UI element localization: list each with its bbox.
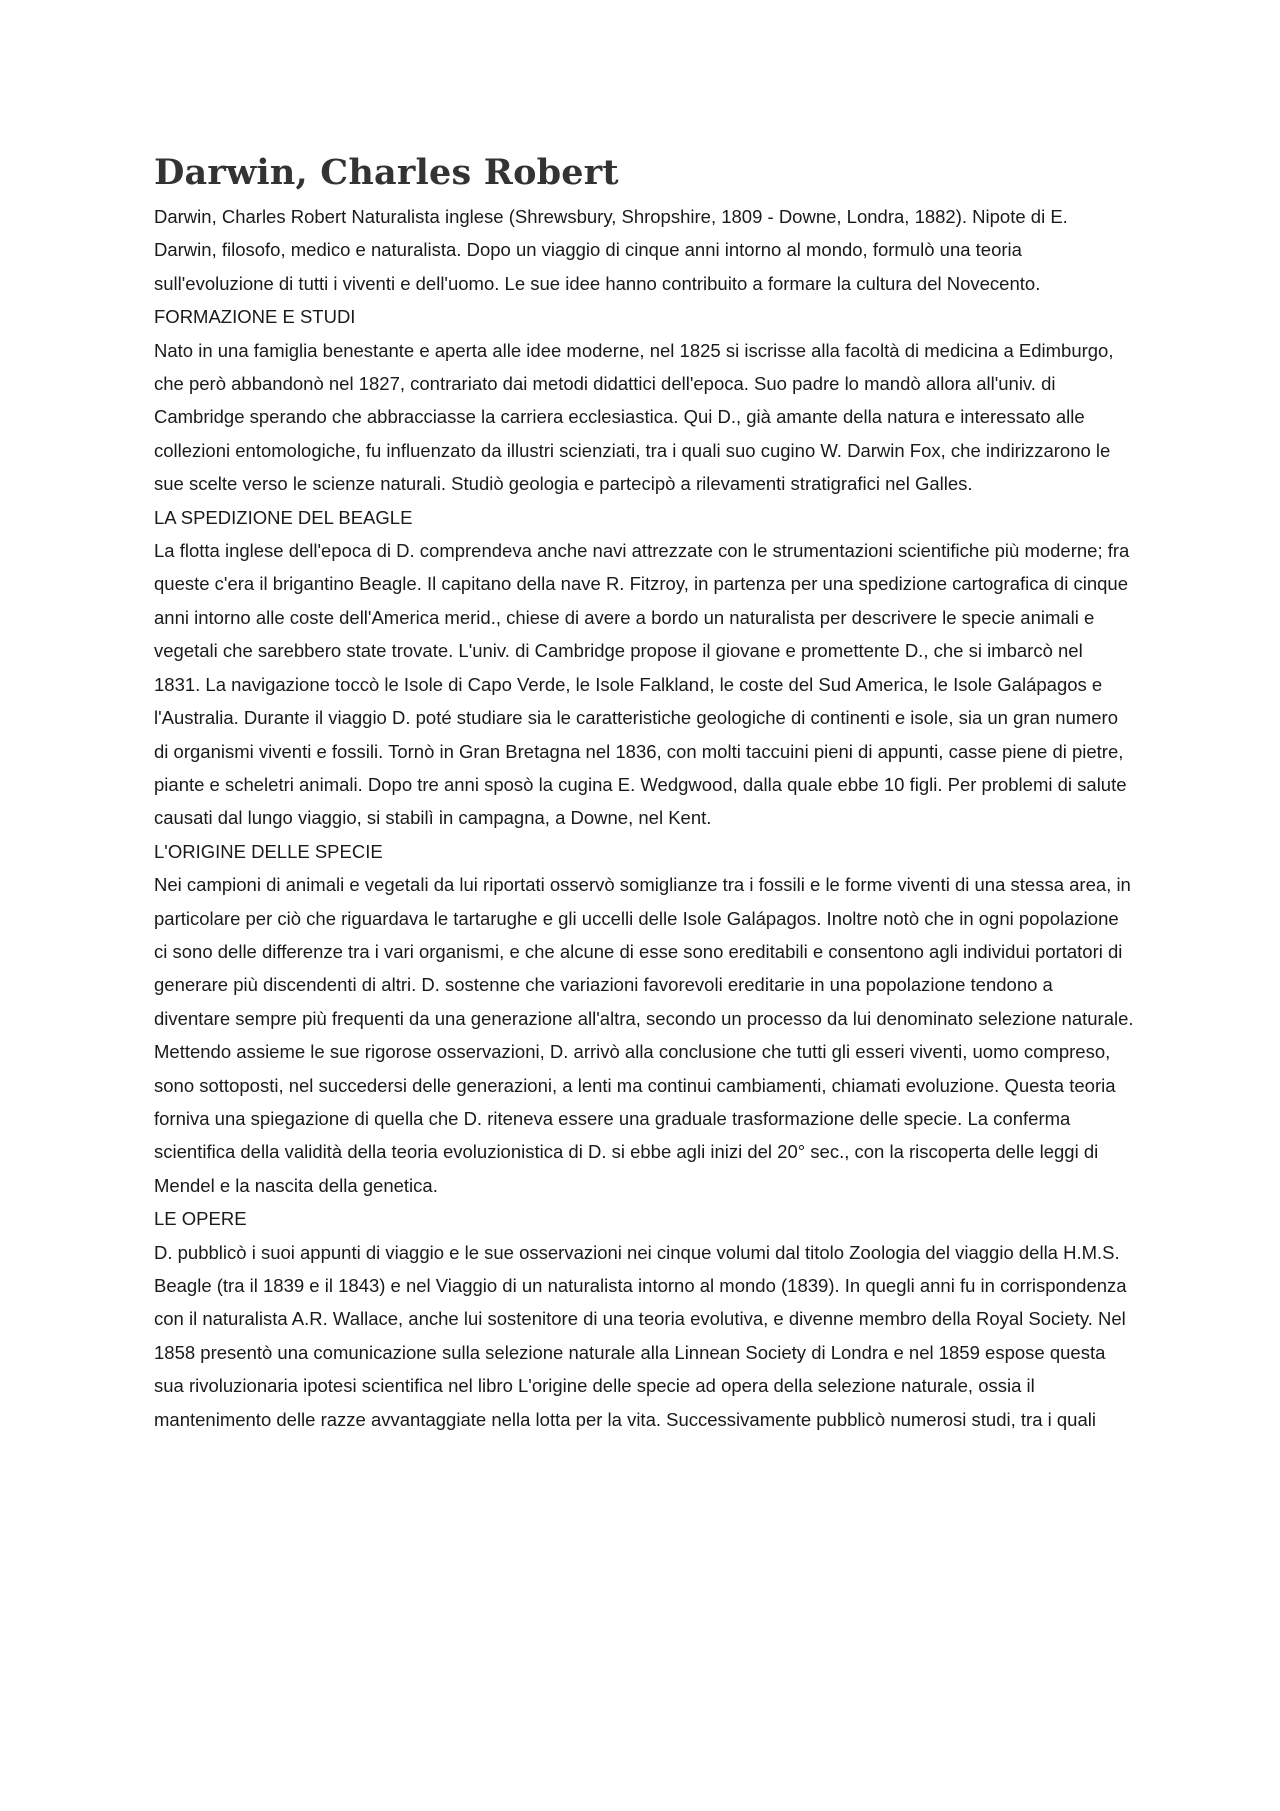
intro-paragraph: Darwin, Charles Robert Naturalista inglese (Shrewsbury, Shropshire, 1809 - Downe, Londra, 1882). Nipote di E. Darwin, filosofo, medico e naturalista. Dopo un viaggio di cinque anni intorno al mondo, formulò una teoria sull'evoluzione di tutti i viventi e dell'uomo. Le sue idee hanno contribuito a formare la cultura del Novecento. <box>154 206 1068 294</box>
section-text-opere: D. pubblicò i suoi appunti di viaggio e le sue osservazioni nei cinque volumi dal titolo Zoologia del viaggio della H.M.S. Beagle (tra il 1839 e il 1843) e nel Viaggio di un naturalista intorno al mondo (1839). In quegli anni fu in corrispondenza con il naturalista A.R. Wallace, anche lui sostenitore di una teoria evolutiva, e divenne membro della Royal Society. Nel 1858 presentò una comunicazione sulla selezione naturale alla Linnean Society di Londra e nel 1859 espose questa sua rivoluzionaria ipotesi scientifica nel libro L'origine delle specie ad opera della selezione naturale, ossia il mantenimento delle razze avvantaggiate nella lotta per la vita. Successivamente pubblicò numerosi studi, tra i quali <box>154 1241 1127 1430</box>
section-heading-origine: L'ORIGINE DELLE SPECIE <box>154 840 383 862</box>
section-text-formazione: Nato in una famiglia benestante e aperta alle idee moderne, nel 1825 si iscrisse alla facoltà di medicina a Edimburgo, che però abbandonò nel 1827, contrariato dai metodi didattici dell'epoca. Suo padre lo mandò allora all'univ. di Cambridge sperando che abbracciasse la carriera ecclesiastica. Qui D., già amante della natura e interessato alle collezioni entomologiche, fu influenzato da illustri scienziati, tra i quali suo cugino W. Darwin Fox, che indirizzarono le sue scelte verso le scienze naturali. Studiò geologia e partecipò a rilevamenti stratigrafici nel Galles. <box>154 339 1114 495</box>
section-heading-formazione: FORMAZIONE E STUDI <box>154 306 356 328</box>
section-text-beagle: La flotta inglese dell'epoca di D. comprendeva anche navi attrezzate con le strumentazioni scientifiche più moderne; fra queste c'era il brigantino Beagle. Il capitano della nave R. Fitzroy, in partenza per una spedizione cartografica di cinque anni intorno alle coste dell'America merid., chiese di avere a bordo un naturalista per descrivere le specie animali e vegetali che sarebbero state trovate. L'univ. di Cambridge propose il giovane e promettente D., che si imbarcò nel 1831. La navigazione toccò le Isole di Capo Verde, le Isole Falkland, le coste del Sud America, le Isole Galápagos e l'Australia. Durante il viaggio D. poté studiare sia le caratteristiche geologiche di continenti e isole, sia un gran numero di organismi viventi e fossili. Tornò in Gran Bretagna nel 1836, con molti taccuini pieni di appunti, casse piene di pietre, piante e scheletri animali. Dopo tre anni sposò la cugina E. Wedgwood, dalla quale ebbe 10 figli. Per problemi di salute causati dal lungo viaggio, si stabilì in campagna, a Downe, nel Kent. <box>154 540 1130 829</box>
page-title: Darwin, Charles Robert <box>154 152 619 193</box>
section-heading-beagle: LA SPEDIZIONE DEL BEAGLE <box>154 506 413 528</box>
section-text-origine: Nei campioni di animali e vegetali da lui riportati osservò somiglianze tra i fossili e le forme viventi di una stessa area, in particolare per ciò che riguardava le tartarughe e gli uccelli delle Isole Galápagos. Inoltre notò che in ogni popolazione ci sono delle differenze tra i vari organismi, e che alcune di esse sono ereditabili e consentono agli individui portatori di generare più discendenti di altri. D. sostenne che variazioni favorevoli ereditarie in una popolazione tendono a diventare sempre più frequenti da una generazione all'altra, secondo un processo da lui denominato selezione naturale. Mettendo assieme le sue rigorose osservazioni, D. arrivò alla conclusione che tutti gli esseri viventi, uomo compreso, sono sottoposti, nel succedersi delle generazioni, a lenti ma continui cambiamenti, chiamati evoluzione. Questa teoria forniva una spiegazione di quella che D. riteneva essere una graduale trasformazione delle specie. La conferma scientifica della validità della teoria evoluzionistica di D. si ebbe agli inizi del 20° sec., con la riscoperta delle leggi di Mendel e la nascita della genetica. <box>154 874 1134 1196</box>
section-heading-opere: LE OPERE <box>154 1208 247 1230</box>
document-page <box>154 148 1134 1436</box>
